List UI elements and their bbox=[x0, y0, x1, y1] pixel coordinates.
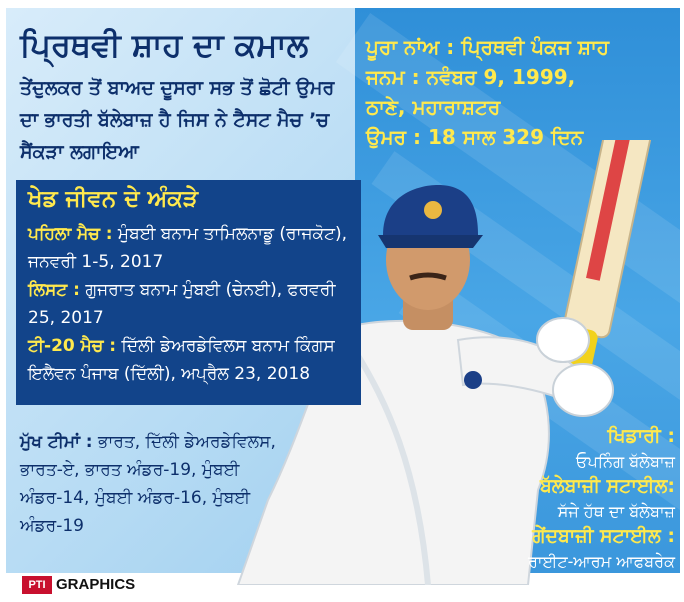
graphics-label: GRAPHICS bbox=[56, 576, 136, 593]
career-stats-box bbox=[16, 180, 361, 405]
batting-style-value: ਸੱਜੇ ਹੱਥ ਦਾ ਬੱਲੇਬਾਜ਼ bbox=[557, 502, 675, 521]
teams-label: ਮੁੱਖ ਟੀਮਾਂ : bbox=[20, 432, 93, 452]
first-match-value: ਮੁੰਬਈ ਬਨਾਮ ਤਾਮਿਲਨਾਡੂ (ਰਾਜਕੋਟ), ਜਨਵਰੀ 1-5, 2017 bbox=[28, 224, 348, 272]
age: ਉਮਰ : 18 ਸਾਲ 329 ਦਿਨ bbox=[366, 125, 584, 149]
player-role-box bbox=[470, 424, 675, 574]
pti-logo-icon: PTI bbox=[22, 576, 52, 594]
main-teams bbox=[20, 428, 280, 540]
credit-line bbox=[22, 576, 135, 598]
profile-info bbox=[366, 32, 676, 152]
list-a-label: ਲਿਸਟ : bbox=[28, 280, 80, 300]
list-a-match bbox=[28, 276, 353, 332]
first-match-label: ਪਹਿਲਾ ਮੈਚ : bbox=[28, 224, 113, 244]
intro-text: ਤੇਂਦੁਲਕਰ ਤੋਂ ਬਾਅਦ ਦੂਸਰਾ ਸਭ ਤੋਂ ਛੋਟੀ ਉਮਰ ਦਾ ਭਾਰਤੀ ਬੱਲੇਬਾਜ਼ ਹੈ ਜਿਸ ਨੇ ਟੈਸਟ ਮੈਚ ’ਚ ਸੈਂਕੜਾ ਲਗਾਇਆ bbox=[20, 77, 335, 163]
batting-style-label: ਬੱਲੇਬਾਜ਼ੀ ਸਟਾਈਲ: bbox=[539, 475, 675, 497]
full-name: ਪੂਰਾ ਨਾਂਅ : ਪ੍ਰਿਥਵੀ ਪੰਕਜ ਸ਼ਾਹ bbox=[366, 35, 610, 59]
stats-body bbox=[28, 220, 353, 388]
bowling-style-label: ਗੇਂਦਬਾਜ਼ੀ ਸਟਾਈਲ : bbox=[532, 525, 675, 547]
role-label: ਖਿਡਾਰੀ : bbox=[607, 425, 675, 447]
t20-match bbox=[28, 332, 353, 388]
page-title: ਪ੍ਰਿਥਵੀ ਸ਼ਾਹ ਦਾ ਕਮਾਲ bbox=[20, 26, 309, 64]
role-value: ਓਪਨਿੰਗ ਬੱਲੇਬਾਜ਼ bbox=[576, 452, 675, 471]
birth-date: ਜਨਮ : ਨਵੰਬਰ 9, 1999, bbox=[366, 65, 576, 89]
teams-value: ਭਾਰਤ, ਦਿੱਲੀ ਡੇਅਰਡੇਵਿਲਸ, ਭਾਰਤ-ਏ, ਭਾਰਤ ਅੰਡਰ-19, ਮੁੰਬਈ ਅੰਡਰ-14, ਮੁੰਬਈ ਅੰਡਰ-16, ਮੁੰਬਈ ਅੰਡਰ-19 bbox=[20, 432, 276, 536]
birth-place: ਠਾਣੇ, ਮਹਾਰਾਸ਼ਟਰ bbox=[366, 95, 501, 119]
list-a-value: ਗੁਜਰਾਤ ਬਨਾਮ ਮੁੰਬਈ (ਚੇਨਈ), ਫਰਵਰੀ 25, 2017 bbox=[28, 280, 336, 328]
bowling-style-value: ਰਾਈਟ-ਆਰਮ ਆਫਬਰੇਕ bbox=[528, 552, 675, 571]
first-match bbox=[28, 220, 353, 276]
stats-heading: ਖੇਡ ਜੀਵਨ ਦੇ ਅੰਕੜੇ bbox=[28, 186, 198, 212]
t20-label: ਟੀ-20 ਮੈਚ : bbox=[28, 336, 117, 356]
t20-value: ਦਿੱਲੀ ਡੇਅਰਡੇਵਿਲਸ ਬਨਾਮ ਕਿੰਗਸ ਇਲੈਵਨ ਪੰਜਾਬ (ਦਿੱਲੀ), ਅਪ੍ਰੈਲ 23, 2018 bbox=[28, 336, 335, 384]
